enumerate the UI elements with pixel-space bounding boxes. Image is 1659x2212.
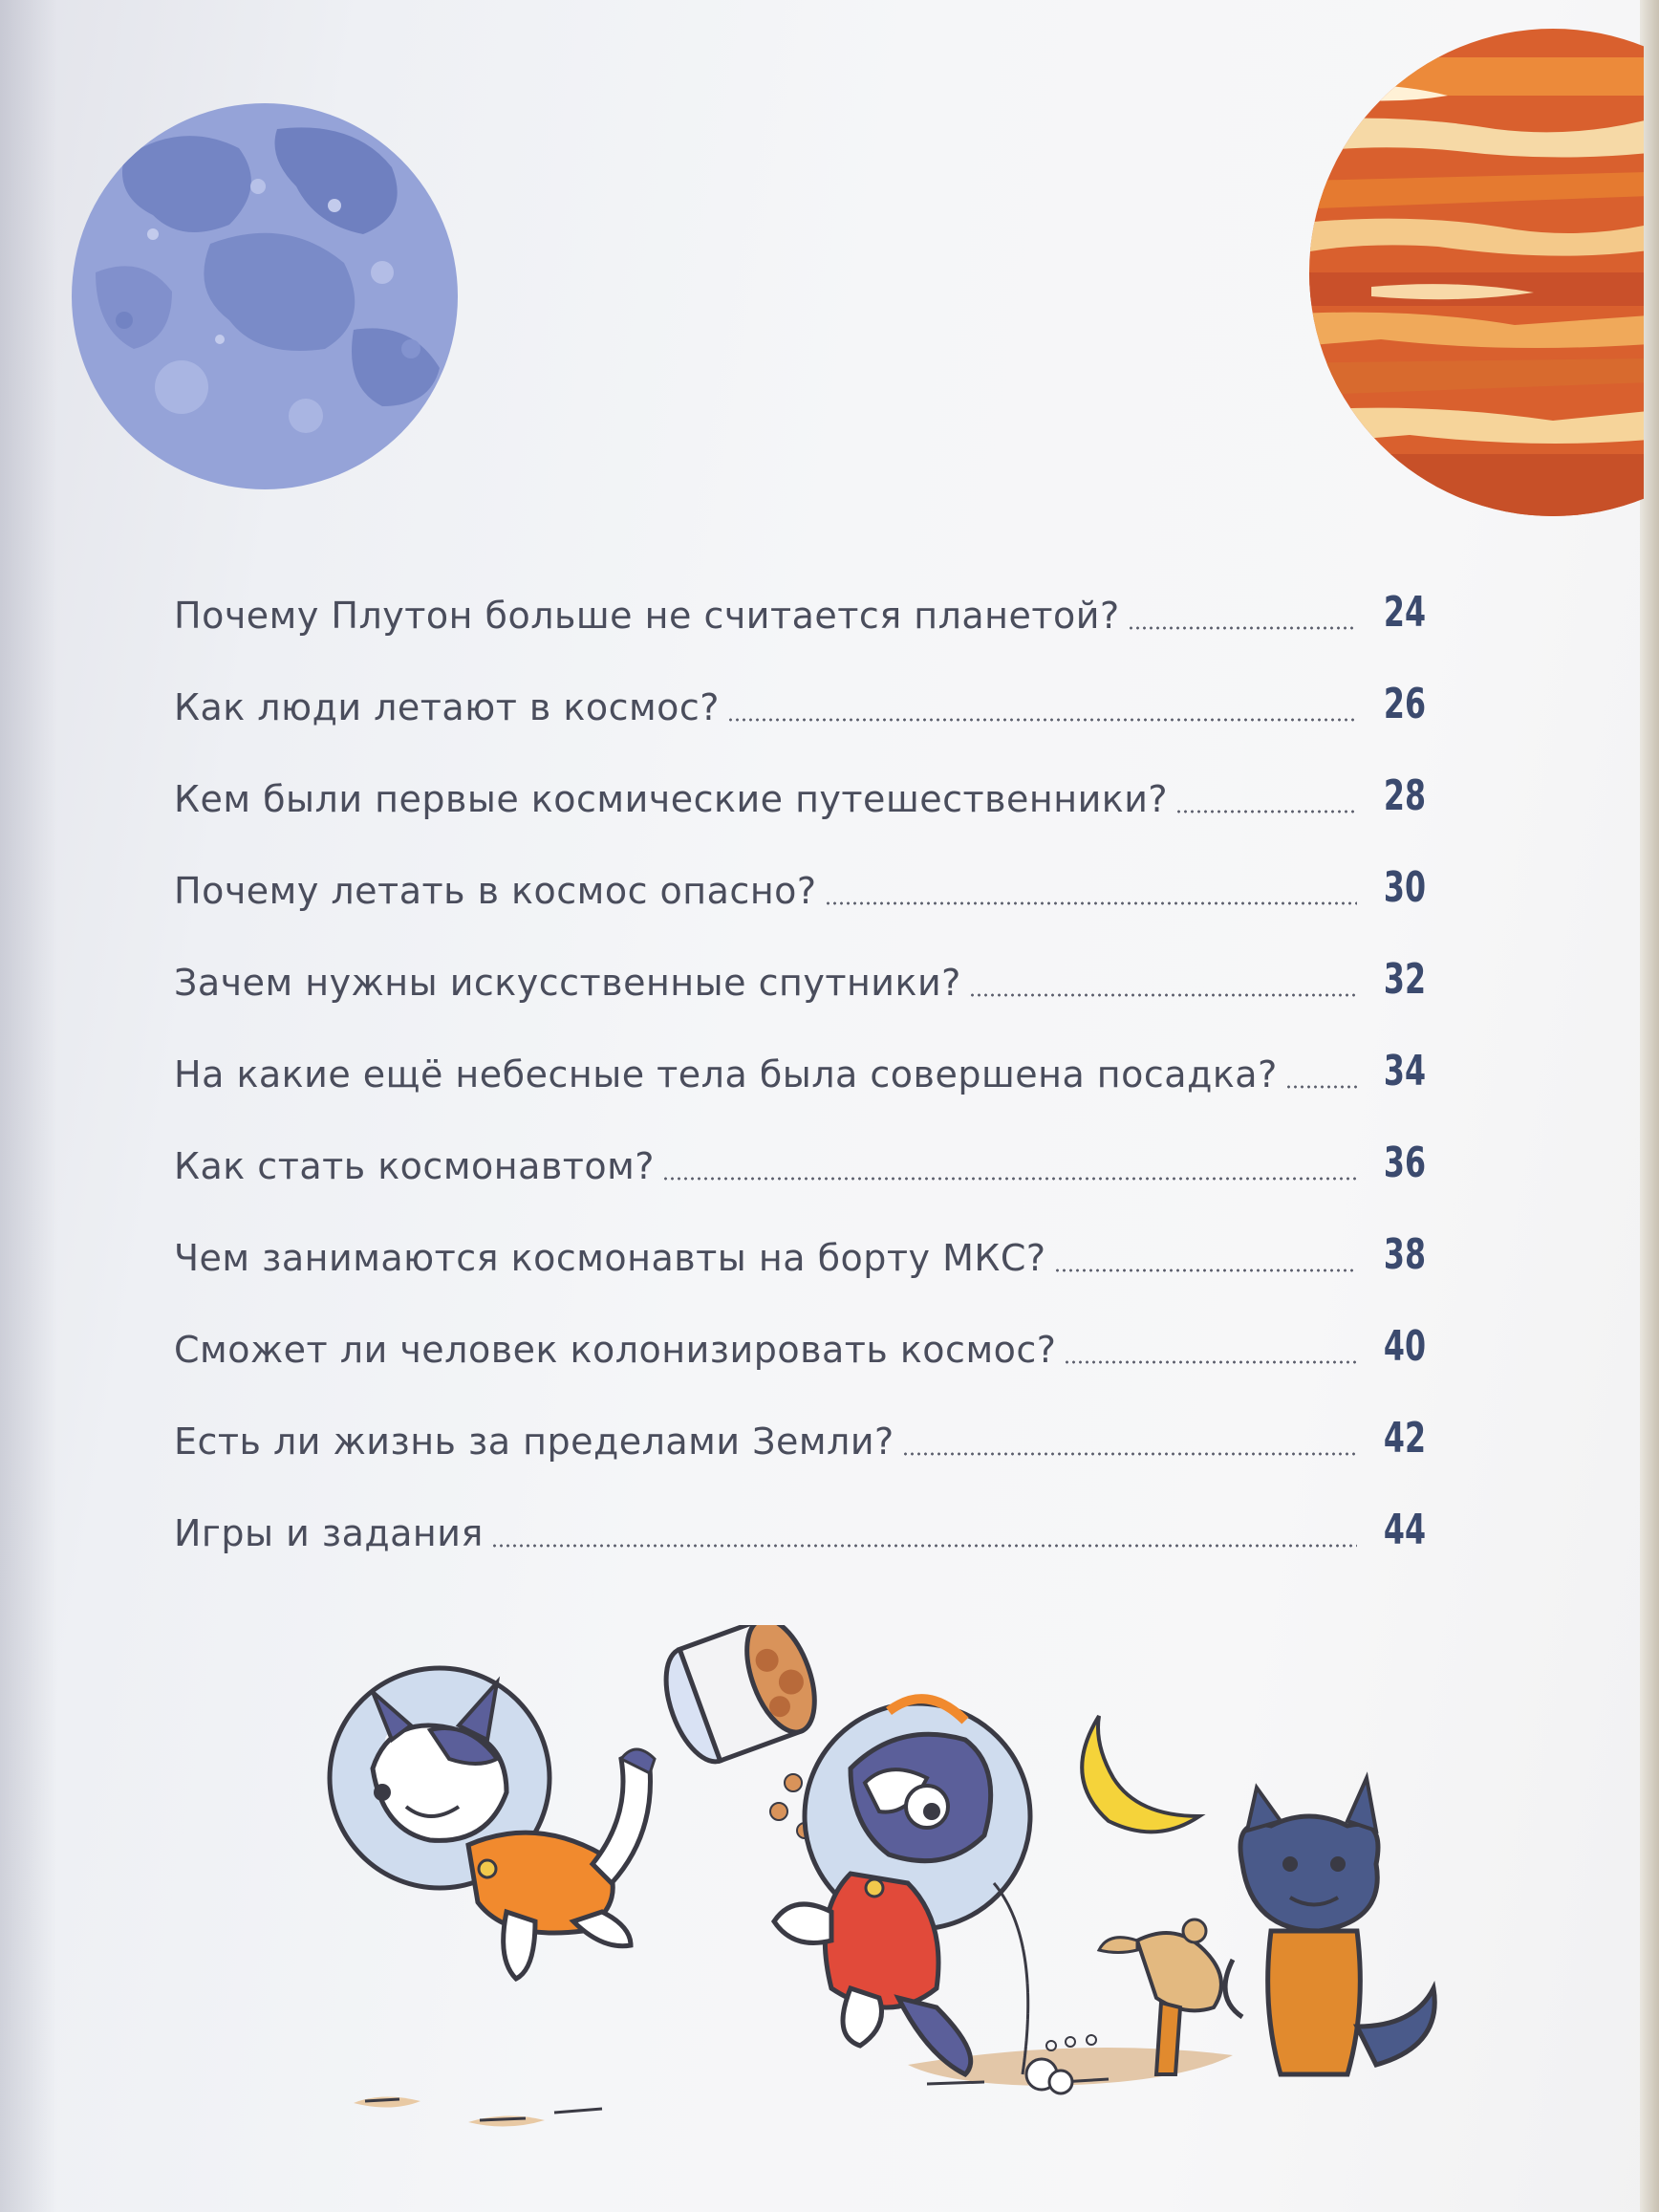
toc-page-number: 30 <box>1383 863 1426 912</box>
toc-title: Почему летать в космос опасно? <box>174 870 817 912</box>
toc-row[interactable] <box>174 1385 1426 1477</box>
toc-page-number: 26 <box>1383 680 1426 728</box>
table-of-contents <box>174 559 1426 1569</box>
toc-page-number: 28 <box>1383 771 1426 820</box>
space-animals-illustration <box>315 1625 1462 2160</box>
crescent-moon-icon <box>1082 1716 1199 1832</box>
toc-title: Есть ли жизнь за пределами Земли? <box>174 1420 894 1463</box>
toc-page-number: 40 <box>1383 1322 1426 1371</box>
dot-leader <box>727 718 1357 722</box>
page-shadow <box>0 0 57 2212</box>
dot-leader <box>969 993 1357 997</box>
toc-title: На какие ещё небесные тела была совершена посадка? <box>174 1053 1278 1095</box>
cat-astronaut-icon <box>1225 1778 1434 2074</box>
toc-title: Почему Плутон больше не считается планетой? <box>174 595 1120 637</box>
dot-leader <box>1175 810 1357 813</box>
dot-leader <box>825 901 1357 905</box>
toc-title: Игры и задания <box>174 1512 484 1554</box>
toc-row[interactable] <box>174 651 1426 743</box>
toc-page-number: 38 <box>1383 1230 1426 1279</box>
toc-title: Зачем нужны искусственные спутники? <box>174 962 961 1004</box>
moon-icon <box>67 100 463 492</box>
toc-row[interactable] <box>174 926 1426 1018</box>
toc-title: Как стать космонавтом? <box>174 1145 655 1187</box>
toc-title: Как люди летают в космос? <box>174 686 720 728</box>
toc-page-number: 32 <box>1383 955 1426 1004</box>
toc-page-number: 42 <box>1383 1414 1426 1463</box>
astronaut-dog-icon <box>774 1699 1030 2074</box>
toc-page-number: 36 <box>1383 1139 1426 1187</box>
toc-title: Чем занимаются космонавты на борту МКС? <box>174 1237 1046 1279</box>
food-jar-icon <box>653 1625 828 1770</box>
toc-row[interactable] <box>174 1202 1426 1293</box>
dot-leader <box>1064 1360 1357 1364</box>
toc-row[interactable] <box>174 559 1426 651</box>
toc-page-number: 24 <box>1383 588 1426 637</box>
toc-row[interactable] <box>174 1293 1426 1385</box>
toc-row[interactable] <box>174 743 1426 835</box>
toc-row[interactable] <box>174 835 1426 926</box>
dot-leader <box>1128 626 1357 630</box>
toc-page-number: 34 <box>1383 1047 1426 1095</box>
dot-leader <box>491 1544 1357 1548</box>
dot-leader <box>1285 1085 1357 1089</box>
dot-leader <box>1054 1269 1357 1272</box>
toc-title: Кем были первые космические путешественники? <box>174 778 1169 820</box>
toc-page-number: 44 <box>1383 1506 1426 1554</box>
toc-row[interactable] <box>174 1477 1426 1569</box>
dot-leader <box>662 1177 1357 1181</box>
jupiter-icon <box>1266 29 1644 516</box>
toc-title: Сможет ли человек колонизировать космос? <box>174 1329 1057 1371</box>
toc-row[interactable] <box>174 1018 1426 1110</box>
dot-leader <box>902 1452 1357 1456</box>
toc-row[interactable] <box>174 1110 1426 1202</box>
ground-icon <box>354 2048 1233 2127</box>
astronaut-dog-icon <box>330 1668 655 1979</box>
